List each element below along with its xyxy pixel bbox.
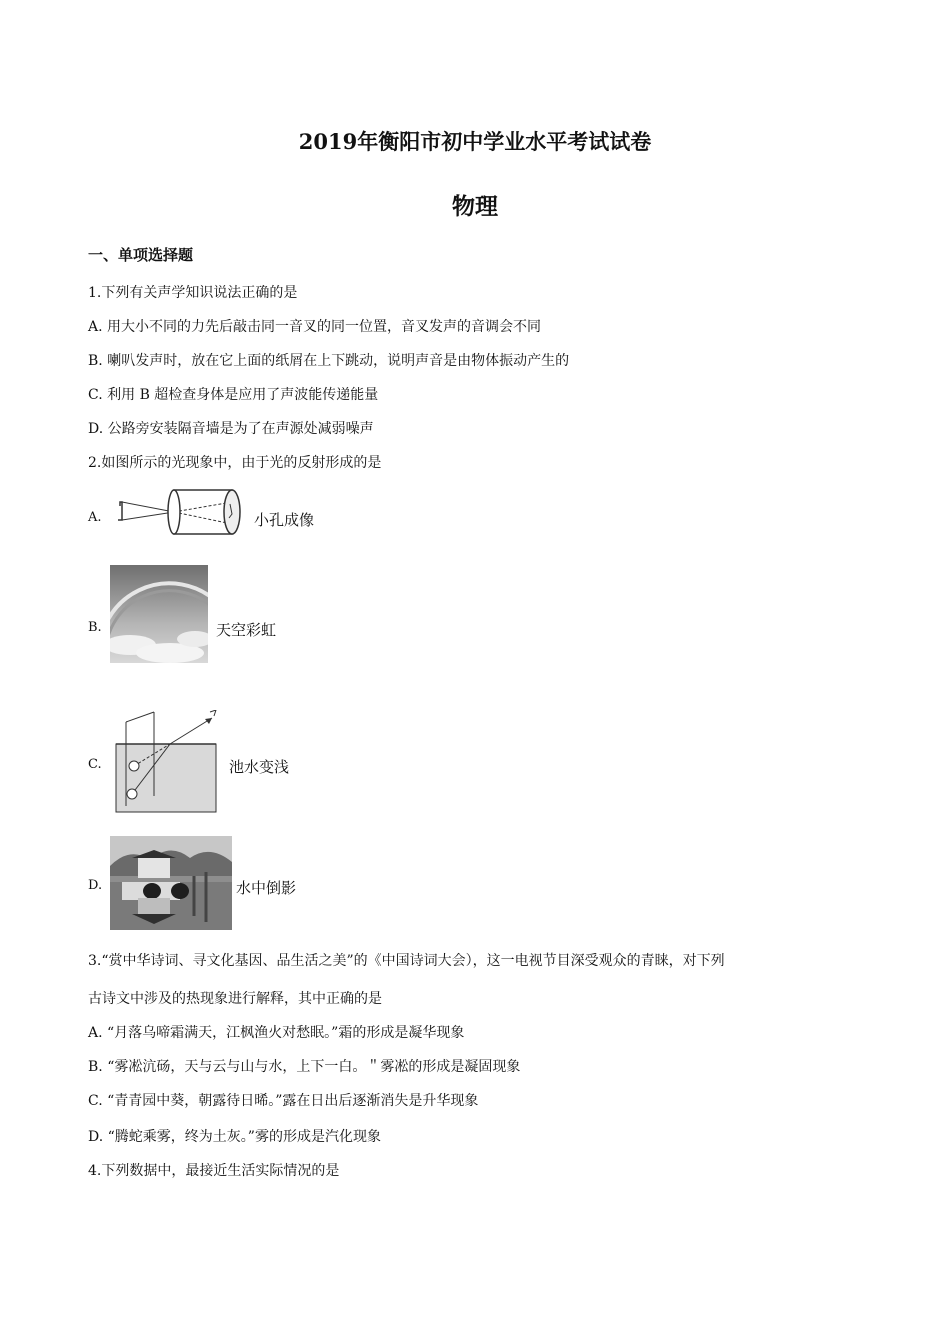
- q3-option-c: C. “青青园中葵，朝露待日晞。”露在日出后逐渐消失是升华现象: [88, 1093, 479, 1109]
- q2-option-c-text: 池水变浅: [229, 758, 290, 776]
- q2-option-c-label: C.: [88, 757, 102, 772]
- q2-option-d-text: 水中倒影: [236, 879, 297, 897]
- q1-option-b: B. 喇叭发声时，放在它上面的纸屑在上下跳动，说明声音是由物体振动产生的: [88, 353, 570, 369]
- q1-option-a: A. 用大小不同的力先后敲击同一音叉的同一位置，音叉发声的音调会不同: [88, 319, 542, 335]
- q2-option-a-text: 小孔成像: [254, 511, 315, 529]
- subject-title: 物理: [452, 193, 498, 220]
- q3-option-d: D. “腾蛇乘雾，终为土灰。”雾的形成是汽化现象: [88, 1129, 381, 1145]
- exam-title: 2019年衡阳市初中学业水平考试试卷: [298, 129, 652, 154]
- q3-option-b: B. “雾凇沆砀，天与云与山与水，上下一白。＂雾凇的形成是凝固现象: [88, 1059, 521, 1075]
- q3-stem-line2: 古诗文中涉及的热现象进行解释，其中正确的是: [88, 991, 382, 1007]
- section-heading: 一、单项选择题: [88, 246, 194, 264]
- refraction-diagram: [112, 710, 220, 814]
- q3-option-a: A. “月落乌啼霜满天，江枫渔火对愁眠。”霜的形成是凝华现象: [88, 1025, 465, 1041]
- q4-stem: 4.下列数据中，最接近生活实际情况的是: [88, 1163, 340, 1179]
- q2-option-d-label: D.: [88, 878, 103, 893]
- q1-option-c: C. 利用 B 超检查身体是应用了声波能传递能量: [88, 387, 379, 403]
- q2-option-a-label: A.: [88, 510, 102, 525]
- q2-option-b-label: B.: [88, 620, 102, 635]
- q3-stem-line1: 3.“赏中华诗词、寻文化基因、品生活之美”的《中国诗词大会），这一电视节目深受观众的青睐，对下列: [88, 953, 725, 969]
- water-reflection-photo: [110, 836, 232, 930]
- q2-option-b-text: 天空彩虹: [216, 621, 277, 639]
- pinhole-camera-figure: [110, 484, 250, 542]
- q1-stem: 1.下列有关声学知识说法正确的是: [88, 285, 298, 301]
- q2-stem: 2.如图所示的光现象中，由于光的反射形成的是: [88, 455, 382, 471]
- q1-option-d: D. 公路旁安装隔音墙是为了在声源处减弱噪声: [88, 421, 374, 437]
- rainbow-photo: [110, 565, 208, 663]
